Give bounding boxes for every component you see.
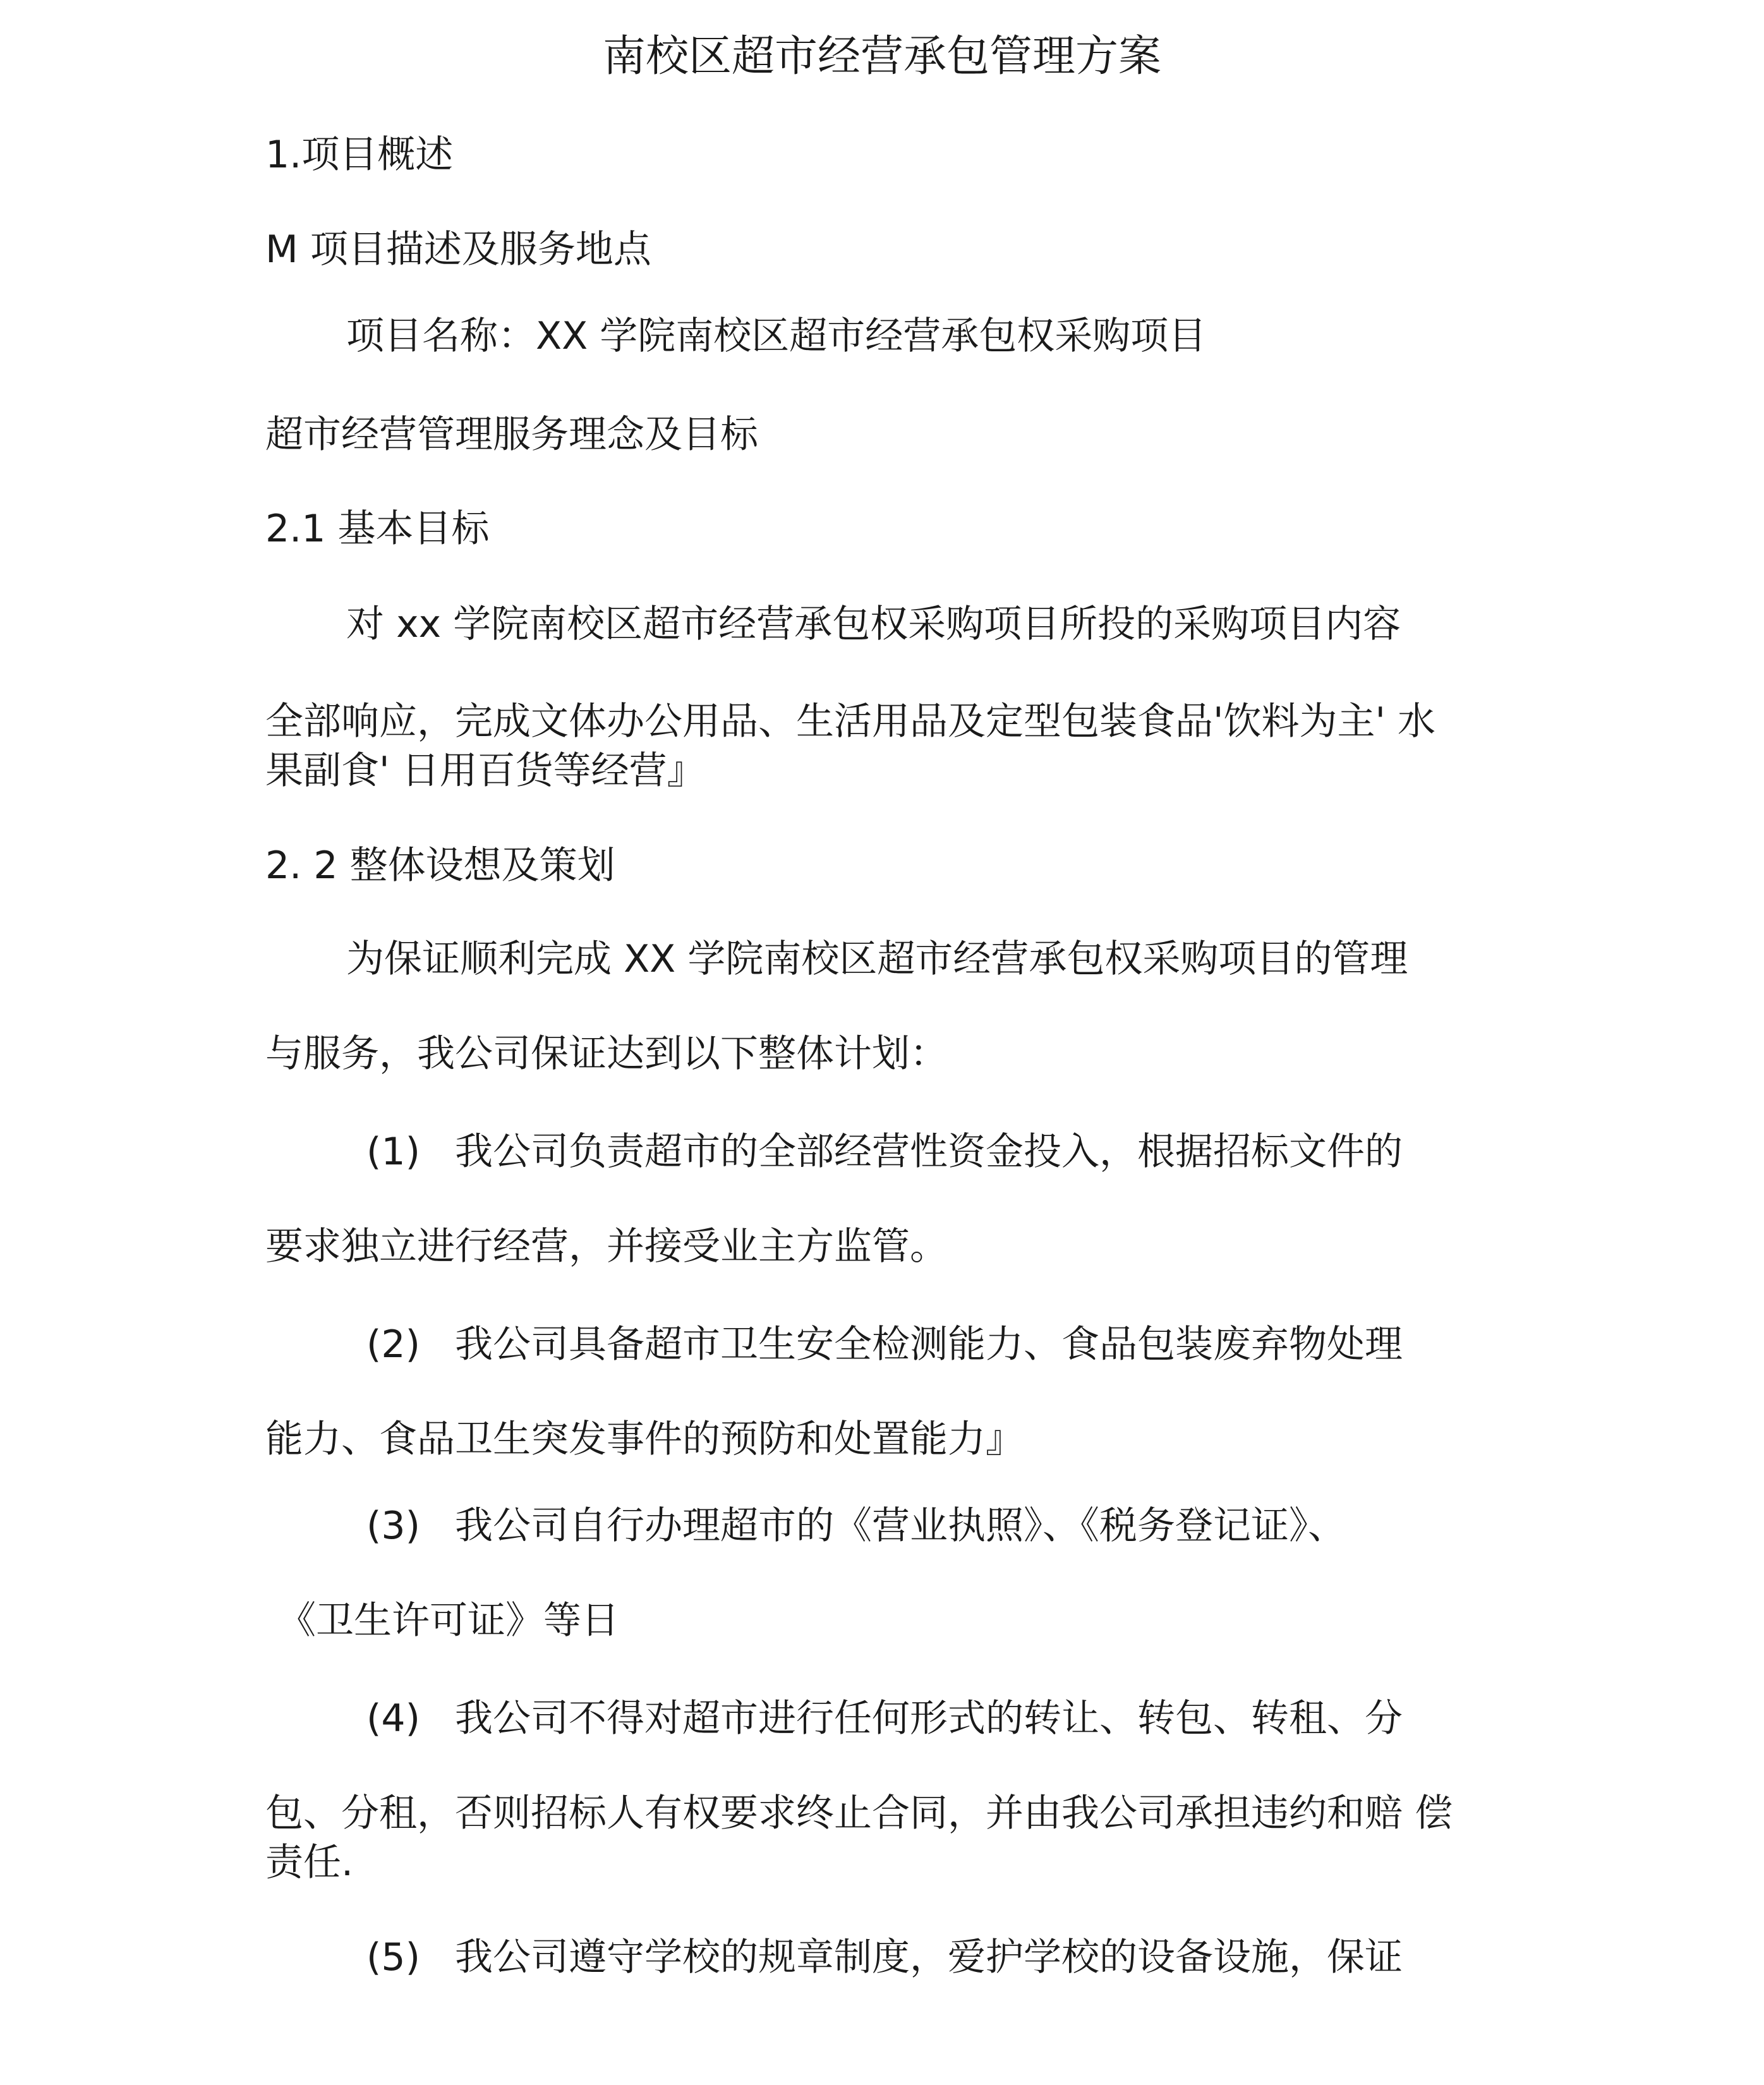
section-heading: 1.项目概述 bbox=[265, 133, 454, 177]
list-item-text: 我公司不得对超市进行任何形式的转让、转包、转租、分 bbox=[455, 1696, 1403, 1741]
list-item bbox=[366, 1127, 1403, 1177]
section-heading: 超市经营管理服务理念及目标 bbox=[265, 413, 758, 457]
list-item-text: 我公司遵守学校的规章制度，爱护学校的设备设施，保证 bbox=[455, 1935, 1403, 1979]
document-title: 南校区超市经营承包管理方案 bbox=[602, 32, 1161, 82]
paragraph-line: 与服务，我公司保证达到以下整体计划： bbox=[265, 1032, 948, 1076]
list-item-text: 我公司自行办理超市的《营业执照》、《税务登记证》、 bbox=[455, 1504, 1346, 1548]
list-item-number: (1) bbox=[366, 1130, 420, 1174]
paragraph-line: 对 xx 学院南校区超市经营承包权采购项目所投的采购项目内容 bbox=[346, 602, 1401, 646]
paragraph-line: 要求独立进行经营，并接受业主方监管。 bbox=[265, 1224, 948, 1269]
list-item-text: 我公司具备超市卫生安全检测能力、食品包装废弃物处理 bbox=[455, 1322, 1403, 1367]
paragraph-line: 包、分租，否则招标人有权要求终止合同，并由我公司承担违约和赔 偿 bbox=[265, 1791, 1453, 1835]
paragraph-line: 责任. bbox=[265, 1840, 354, 1885]
list-item bbox=[366, 1319, 1403, 1370]
project-name-line: 项目名称：XX 学院南校区超市经营承包权采购项目 bbox=[346, 314, 1207, 358]
list-item-number: (3) bbox=[366, 1504, 420, 1548]
list-item-text: 我公司负责超市的全部经营性资金投入，根据招标文件的 bbox=[455, 1130, 1403, 1174]
list-item-number: (4) bbox=[366, 1696, 420, 1741]
list-item bbox=[366, 1501, 1346, 1551]
list-item bbox=[366, 1932, 1403, 1983]
paragraph-line: 全部响应，完成文体办公用品、生活用品及定型包装食品'饮料为主' 水 bbox=[265, 699, 1436, 744]
paragraph-line: 果副食' 日用百货等经营』 bbox=[265, 749, 705, 793]
subsection-heading: 2. 2 整体设想及策划 bbox=[265, 843, 615, 888]
paragraph-line: 为保证顺利完成 XX 学院南校区超市经营承包权采购项目的管理 bbox=[346, 937, 1408, 981]
list-item-number: (2) bbox=[366, 1322, 420, 1367]
subsection-heading: M 项目描述及服务地点 bbox=[265, 227, 651, 272]
paragraph-line: 能力、食品卫生突发事件的预防和处置能力』 bbox=[265, 1417, 1024, 1461]
list-item-number: (5) bbox=[366, 1935, 420, 1979]
list-item bbox=[366, 1693, 1403, 1744]
paragraph-line: 《卫生许可证》等日 bbox=[278, 1598, 619, 1643]
subsection-heading: 2.1 基本目标 bbox=[265, 507, 490, 551]
